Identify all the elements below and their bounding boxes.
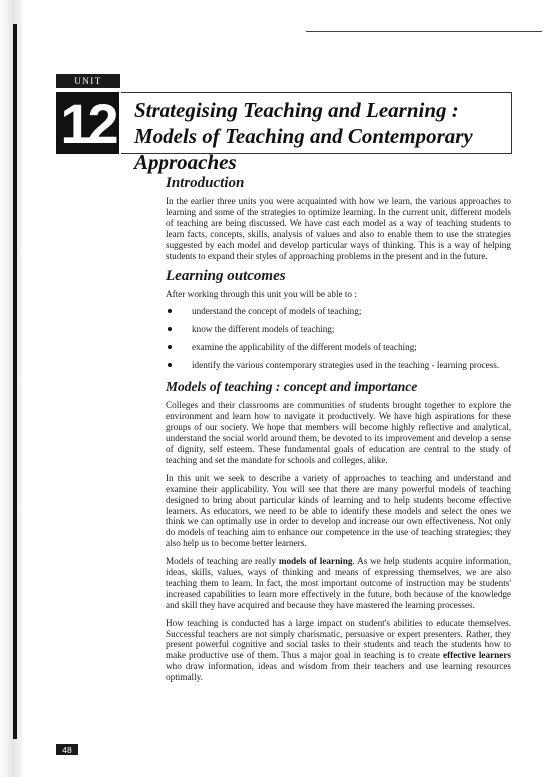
bullet-icon [168, 309, 172, 313]
unit-label: UNIT [56, 74, 120, 88]
outcomes-list [166, 306, 511, 371]
models-paragraph-1: Colleges and their classrooms are communities of students brought together to explore the environment and learn how to navigate it productively. We have high aspirations for these groups of our society. We hope that members will become highly reflective and analytical, understand the social world around them, be devoted to its improvement and develop a sense of dignity, self esteem. These fundamental goals of education are central to the study of teaching and set the mandate for schools and colleges, alike. [166, 400, 511, 465]
models-paragraph-3: Models of teaching are really models of learning. As we help students acquire information, ideas, skills, values, ways of thinking and means of expressing themselves, we are also teaching them to learn. In fact, the most important outcome of instruction may be students' increased capabilities to learn more effectively in the future, both because of the knowledge and skill they have acquired and because they have mastered the learning processes. [166, 556, 511, 610]
emphasis-text: effective learners [443, 650, 511, 661]
introduction-heading: Introduction [166, 175, 245, 191]
header-rule [306, 31, 542, 32]
bullet-icon [168, 345, 172, 349]
models-paragraph-4: How teaching is conducted has a large impact on student's abilities to educate themselves. Successful teachers are not simply charismatic, persuasive or expert presenters. Rather, they present powerful cognitive and social tasks to their students and teach the students how to make productive use of them. Thus a major goal in teaching is to create effective learners who draw information, ideas and wisdom from their teachers and use learning resources optimally. [166, 617, 511, 683]
list-item: examine the applicability of the different models of teaching; [166, 342, 511, 353]
list-item: identify the various contemporary strategies used in the teaching - learning process. [166, 360, 511, 371]
outcomes-lead: After working through this unit you will be able to : [166, 289, 357, 300]
binding-stripe [13, 24, 17, 739]
page-number: 48 [56, 744, 78, 755]
unit-number: 12 [56, 92, 119, 154]
outcomes-heading: Learning outcomes [166, 268, 286, 285]
bullet-icon [168, 363, 172, 367]
list-item: understand the concept of models of teaching; [166, 306, 511, 317]
list-item: know the different models of teaching; [166, 324, 511, 335]
models-heading: Models of teaching : concept and importance [166, 379, 418, 395]
bullet-icon [168, 327, 172, 331]
introduction-paragraph: In the earlier three units you were acquainted with how we learn, the various approaches to learning and some of the strategies to optimize learning. In the current unit, different models of teaching are being discussed. We have cast each model as a way of teaching students to learn facts, concepts, skills, analysis of values and also to enable them to use the strategies suggested by each model and develop particular ways of thinking. This is a way of helping students to expand their styles of approaching problems in the present and in the future. [166, 196, 511, 261]
main-content [166, 174, 511, 683]
page-title: Strategising Teaching and Learning : Models of Teaching and Contemporary Approaches [134, 98, 473, 174]
models-paragraph-2: In this unit we seek to describe a variety of approaches to teaching and understand and examine their applicability. You will see that there are many powerful models of teaching designed to bring about particular kinds of learning and to help students become effective learners. As educators, we need to be able to identify these models and select the ones we think we can optimally use in order to develop and increase our own effectiveness. Not only do models of teaching aim to enhance our competence in the use of teaching strategies; they also help us to become better learners. [166, 472, 511, 549]
left-margin-shading [0, 0, 22, 777]
emphasis-text: models of learning [278, 556, 353, 567]
